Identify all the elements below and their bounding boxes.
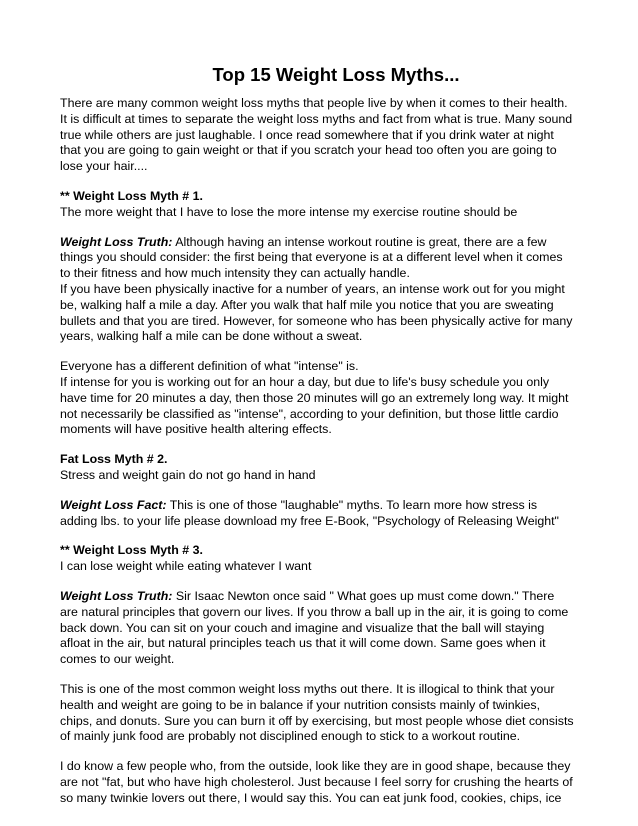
myth-1-truth-label: Weight Loss Truth: — [60, 234, 173, 249]
myth-3-block — [60, 543, 590, 575]
myth-2-heading: Fat Loss Myth # 2. — [60, 452, 168, 467]
document-page — [60, 64, 590, 820]
myth-3-paragraph-3: I do know a few people who, from the outside, look like they are in good shape, because they are not "fat, but who have high cholesterol. Just because I feel sorry for crushing the hearts of so many twinkie lovers out there, I would say this. You can eat junk food, cookies, chips, ice — [60, 759, 573, 805]
myth-1-followup: Everyone has a different definition of what "intense" is. If intense for you is working out for an hour a day, but due to life's busy schedule you only have time for 20 minutes a day, then those 20 minutes will go an extremely long way. It might not necessarily be classified as "intense", according to your definition, but those little cardio moments will have positive health altering effects. — [60, 359, 569, 437]
myth-1-block — [60, 189, 590, 221]
myth-3-paragraph-2: This is one of the most common weight loss myths out there. It is illogical to think that your health and weight are going to be in balance if your nutrition consists mainly of twinkies, chips, and donuts. Sure you can burn it off by exercising, but most people whose diet consists of mainly junk food are probably not disciplined enough to stick to a workout routine. — [60, 681, 574, 744]
myth-3-heading: ** Weight Loss Myth # 3. — [60, 543, 203, 558]
myth-3-statement: I can lose weight while eating whatever I want — [60, 559, 312, 574]
myth-3-truth-text: Sir Isaac Newton once said " What goes up must come down." There are natural principles that govern our lives. If you throw a ball up in the air, it is going to come back down. You can sit on your couch and imagine and visualize that the ball will staying afloat in the air, but natural principles teach us that it will come down. Same goes when it comes to our weight. — [60, 588, 569, 667]
myth-1-heading: ** Weight Loss Myth # 1. — [60, 188, 203, 203]
myth-2-fact — [60, 498, 590, 530]
myth-2-statement: Stress and weight gain do not go hand in hand — [60, 467, 316, 482]
myth-2-fact-text: This is one of those "laughable" myths. To learn more how stress is adding lbs. to your life please download my free E-Book, "Psychology of Releasing Weight" — [60, 497, 559, 528]
myth-3-truth — [60, 589, 590, 668]
myth-1-truth-text: Although having an intense workout routine is great, there are a few things you should consider: the first being that everyone is at a different level when it comes to their fitness and how much intensity they can actually handle. If you have been physically inactive for a number of years, an intense work out for you might be, walking half a mile a day. After you walk that half mile you notice that you are sweating bullets and that you are tired. However, for someone who has been physically active for many years, walking half a mile can be done without a sweat. — [60, 234, 573, 344]
myth-3-truth-label: Weight Loss Truth: — [60, 588, 173, 603]
myth-2-fact-label: Weight Loss Fact: — [60, 497, 167, 512]
intro-paragraph: There are many common weight loss myths that people live by when it comes to their health. It is difficult at times to separate the weight loss myths and fact from what is true. Many sound true while others are just laughable. I once read somewhere that if you drink water at night that you are going to gain weight or that if you scratch your head too often you are going to lose your hair.... — [60, 96, 573, 174]
document-title: Top 15 Weight Loss Myths... — [212, 64, 460, 85]
myth-1-statement: The more weight that I have to lose the more intense my exercise routine should be — [60, 204, 518, 219]
myth-1-truth — [60, 235, 590, 346]
myth-2-block — [60, 452, 590, 484]
